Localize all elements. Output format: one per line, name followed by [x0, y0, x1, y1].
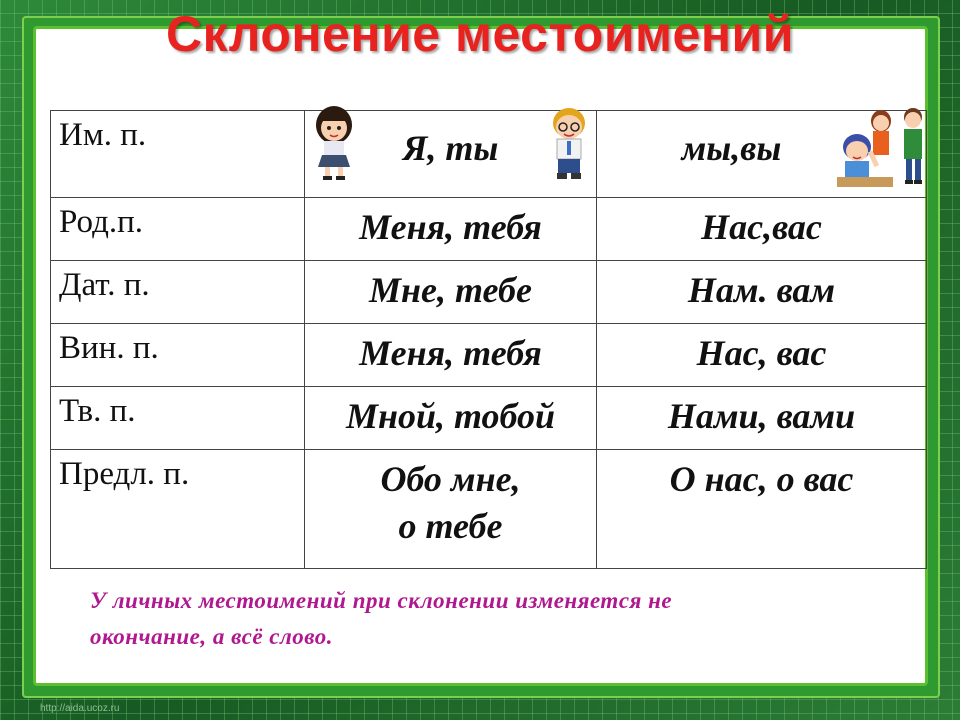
table-row: [51, 450, 927, 569]
case-label: Тв. п.: [51, 387, 305, 450]
table-row: [51, 261, 927, 324]
footer-url: http://aida.ucoz.ru: [40, 703, 120, 714]
singular-form-cell: [305, 450, 597, 569]
case-label: Предл. п.: [51, 450, 305, 569]
table-row: [51, 198, 927, 261]
singular-header-cell: [305, 111, 597, 198]
plural-header: мы,вы: [681, 128, 782, 168]
plural-form: Нас,вас: [597, 198, 927, 261]
page-title: Склонение местоимений: [165, 6, 795, 62]
table-row: [51, 324, 927, 387]
table-row-header: [51, 111, 927, 198]
declension-table: [50, 110, 927, 569]
rule-note-line: окончание, а всё слово.: [90, 623, 334, 649]
singular-form-line: Обо мне,: [380, 459, 521, 499]
singular-form: Меня, тебя: [305, 324, 597, 387]
singular-form: Мной, тобой: [305, 387, 597, 450]
plural-form: Нами, вами: [597, 387, 927, 450]
boy-icon: [543, 103, 595, 183]
people-group-icon: [835, 103, 935, 193]
case-label: Вин. п.: [51, 324, 305, 387]
singular-header: Я, ты: [402, 128, 499, 168]
table-row: [51, 387, 927, 450]
rule-note: [90, 583, 920, 654]
rule-note-line: У личных местоимений при склонении изменяется не: [90, 588, 673, 613]
plural-header-cell: [597, 111, 927, 198]
plural-form: О нас, о вас: [597, 450, 927, 569]
case-label: Род.п.: [51, 198, 305, 261]
case-label: Дат. п.: [51, 261, 305, 324]
case-label: Им. п.: [51, 111, 305, 198]
singular-form-line: о тебе: [398, 505, 503, 546]
plural-form: Нам. вам: [597, 261, 927, 324]
plural-form: Нас, вас: [597, 324, 927, 387]
singular-form: Мне, тебе: [305, 261, 597, 324]
singular-form: Меня, тебя: [305, 198, 597, 261]
